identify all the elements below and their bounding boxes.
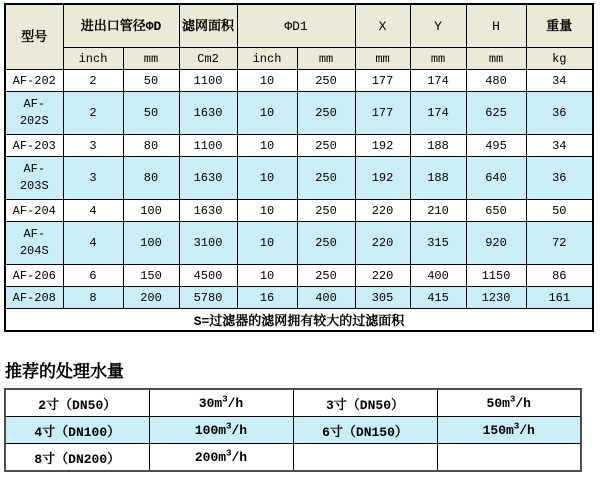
value-cell: 10 — [237, 92, 297, 135]
table-row — [5, 92, 593, 135]
table-row — [5, 287, 593, 309]
table-row — [5, 222, 593, 265]
model-label: AF-203S — [19, 162, 49, 193]
value-cell: 50 — [526, 200, 593, 222]
value-cell: 415 — [410, 287, 466, 309]
value-cell: 200 — [123, 287, 179, 309]
col-header-pipe-diameter: 进出口管径ΦD — [63, 4, 179, 48]
size-cell: 6寸（DN150） — [293, 417, 437, 444]
value-cell: 36 — [526, 157, 593, 200]
value-cell: 250 — [297, 135, 355, 157]
value-cell: 177 — [355, 70, 410, 92]
value-cell: 10 — [237, 70, 297, 92]
value-cell: 174 — [410, 70, 466, 92]
flow-row — [5, 417, 581, 444]
flow-cell — [437, 389, 581, 417]
value-cell: 1100 — [179, 135, 237, 157]
flow-exponent: 3 — [226, 448, 232, 459]
unit-cell: Cm2 — [179, 48, 237, 70]
value-cell: 72 — [526, 222, 593, 265]
flow-exponent: 3 — [226, 421, 232, 432]
value-cell: 2 — [63, 92, 123, 135]
model-cell: AF-208 — [5, 287, 63, 309]
value-cell: 174 — [410, 92, 466, 135]
value-cell: 305 — [355, 287, 410, 309]
size-cell: 3寸（DN50） — [293, 389, 437, 417]
flow-cell — [149, 417, 293, 444]
flow-value: 50m — [486, 395, 510, 411]
flow-row — [5, 444, 581, 472]
value-cell: 2 — [63, 70, 123, 92]
model-cell: AF-202 — [5, 70, 63, 92]
value-cell: 36 — [526, 92, 593, 135]
value-cell: 250 — [297, 200, 355, 222]
value-cell: 220 — [355, 222, 410, 265]
value-cell: 3 — [63, 157, 123, 200]
flow-unit: /h — [231, 449, 248, 465]
value-cell: 400 — [297, 287, 355, 309]
value-cell: 86 — [526, 265, 593, 287]
value-cell: 1150 — [466, 265, 526, 287]
unit-cell: inch — [63, 48, 123, 70]
value-cell: 250 — [297, 70, 355, 92]
value-cell: 10 — [237, 222, 297, 265]
model-label: AF-204S — [19, 227, 49, 258]
col-header-y: Y — [410, 4, 466, 48]
unit-cell: mm — [410, 48, 466, 70]
value-cell: 80 — [123, 157, 179, 200]
value-cell: 10 — [237, 135, 297, 157]
flow-cell — [149, 444, 293, 472]
unit-cell: mm — [355, 48, 410, 70]
value-cell: 6 — [63, 265, 123, 287]
value-cell: 650 — [466, 200, 526, 222]
flow-value: 100m — [194, 422, 227, 438]
value-cell: 1630 — [179, 92, 237, 135]
value-cell: 8 — [63, 287, 123, 309]
value-cell: 10 — [237, 157, 297, 200]
col-header-model: 型号 — [5, 4, 63, 70]
flow-unit: /h — [515, 395, 531, 411]
unit-cell: inch — [237, 48, 297, 70]
flow-exponent: 3 — [513, 421, 520, 432]
model-cell: AF-204 — [5, 200, 63, 222]
model-cell: AF-206 — [5, 265, 63, 287]
flow-value: 30m — [198, 395, 223, 411]
flow-value: 200m — [194, 449, 227, 465]
value-cell: 625 — [466, 92, 526, 135]
model-cell: AF-203 — [5, 135, 63, 157]
value-cell: 10 — [237, 265, 297, 287]
value-cell: 4 — [63, 222, 123, 265]
col-header-weight: 重量 — [526, 4, 593, 48]
value-cell: 1100 — [179, 70, 237, 92]
value-cell: 640 — [466, 157, 526, 200]
section-title: 推荐的处理水量 — [5, 362, 124, 381]
value-cell: 250 — [297, 157, 355, 200]
table-row — [5, 135, 593, 157]
flow-exponent: 3 — [509, 394, 516, 405]
flow-cell — [149, 389, 293, 417]
flow-table — [4, 388, 582, 472]
value-cell: 3 — [63, 135, 123, 157]
size-cell-empty — [293, 444, 437, 472]
value-cell: 480 — [466, 70, 526, 92]
value-cell: 16 — [237, 287, 297, 309]
value-cell: 250 — [297, 265, 355, 287]
flow-row — [5, 389, 581, 417]
value-cell: 100 — [123, 200, 179, 222]
value-cell: 161 — [526, 287, 593, 309]
footnote-row — [5, 309, 593, 332]
value-cell: 250 — [297, 92, 355, 135]
value-cell: 100 — [123, 222, 179, 265]
value-cell: 50 — [123, 70, 179, 92]
model-cell — [5, 157, 63, 200]
value-cell: 188 — [410, 135, 466, 157]
unit-cell: kg — [526, 48, 593, 70]
value-cell: 1630 — [179, 157, 237, 200]
flow-exponent: 3 — [222, 394, 228, 405]
flow-unit: /h — [231, 422, 248, 438]
value-cell: 210 — [410, 200, 466, 222]
value-cell: 400 — [410, 265, 466, 287]
value-cell: 5780 — [179, 287, 237, 309]
flow-unit: /h — [227, 395, 244, 411]
unit-cell: mm — [123, 48, 179, 70]
value-cell: 34 — [526, 70, 593, 92]
model-label: AF-202S — [19, 97, 49, 128]
flow-cell-empty — [437, 444, 581, 472]
unit-cell: mm — [466, 48, 526, 70]
table-row — [5, 200, 593, 222]
value-cell: 4 — [63, 200, 123, 222]
size-cell: 8寸（DN200） — [5, 444, 149, 472]
col-header-d1: ΦD1 — [237, 4, 355, 48]
flow-value: 150m — [482, 422, 514, 438]
col-header-x: X — [355, 4, 410, 48]
value-cell: 80 — [123, 135, 179, 157]
value-cell: 192 — [355, 135, 410, 157]
value-cell: 315 — [410, 222, 466, 265]
value-cell: 220 — [355, 265, 410, 287]
size-cell: 2寸（DN50） — [5, 389, 149, 417]
col-header-mesh-area: 滤网面积 — [179, 4, 237, 48]
value-cell: 1630 — [179, 200, 237, 222]
value-cell: 10 — [237, 200, 297, 222]
flow-unit: /h — [519, 422, 535, 438]
value-cell: 920 — [466, 222, 526, 265]
header-row-units — [5, 48, 593, 70]
model-cell — [5, 92, 63, 135]
table-row — [5, 70, 593, 92]
header-row-1 — [5, 4, 593, 48]
value-cell: 188 — [410, 157, 466, 200]
value-cell: 177 — [355, 92, 410, 135]
value-cell: 1230 — [466, 287, 526, 309]
table-row — [5, 157, 593, 200]
value-cell: 495 — [466, 135, 526, 157]
value-cell: 3100 — [179, 222, 237, 265]
value-cell: 4500 — [179, 265, 237, 287]
value-cell: 34 — [526, 135, 593, 157]
value-cell: 192 — [355, 157, 410, 200]
value-cell: 250 — [297, 222, 355, 265]
footnote: S=过滤器的滤网拥有较大的过滤面积 — [5, 309, 593, 332]
value-cell: 220 — [355, 200, 410, 222]
col-header-h: H — [466, 4, 526, 48]
spec-table — [4, 3, 594, 332]
size-cell: 4寸（DN100） — [5, 417, 149, 444]
flow-cell — [437, 417, 581, 444]
value-cell: 50 — [123, 92, 179, 135]
value-cell: 150 — [123, 265, 179, 287]
model-cell — [5, 222, 63, 265]
table-row — [5, 265, 593, 287]
unit-cell: mm — [297, 48, 355, 70]
